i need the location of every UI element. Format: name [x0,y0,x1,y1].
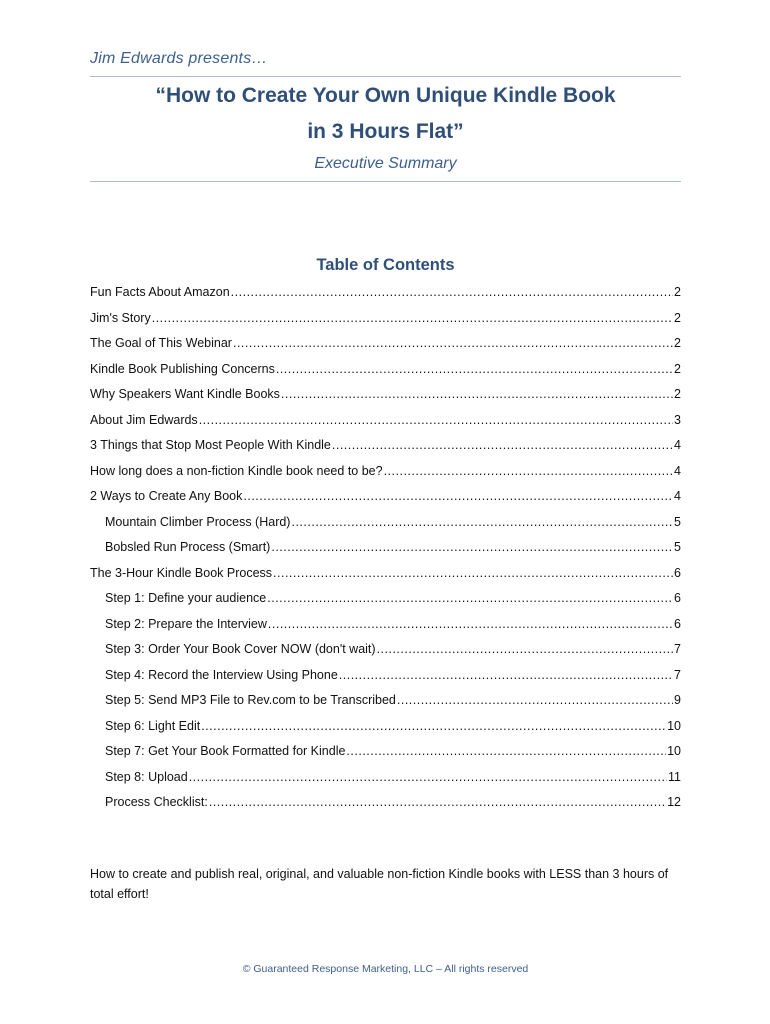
toc-entry-page: 10 [667,718,681,733]
toc-entry-title: Process Checklist: [105,795,208,809]
toc-leader-dots [231,280,673,306]
toc-entry-page: 10 [667,744,681,758]
header-rule-bottom [90,181,681,182]
toc-entry-page: 2 [674,361,681,376]
toc-entry[interactable] [90,765,681,791]
toc-leader-dots [397,688,673,714]
toc-entry-title: Why Speakers Want Kindle Books [90,387,280,401]
toc-entry[interactable] [90,637,681,663]
presenter-line: Jim Edwards presents… [90,50,268,67]
tagline: How to create and publish real, original, and valuable non-fiction Kindle books with LESS than 3 hours of total effort! [90,867,669,901]
document-title-line-1: “How to Create Your Own Unique Kindle Book [155,84,616,107]
toc-leader-dots [339,663,673,689]
toc-leader-dots [189,765,667,791]
toc-entry-page: 2 [674,310,681,325]
toc-entry-page: 5 [674,514,681,529]
toc-entry-title: About Jim Edwards [90,412,198,427]
toc-entry-title: How long does a non-fiction Kindle book need to be? [90,463,383,478]
toc-leader-dots [152,306,673,332]
toc-entry-page: 6 [674,616,681,631]
toc-entry-title: The Goal of This Webinar [90,336,232,350]
toc-entry-title: Step 3: Order Your Book Cover NOW (don't wait) [105,642,376,656]
toc-leader-dots [276,357,673,383]
toc-leader-dots [268,612,673,638]
toc-entry-page: 11 [668,769,681,784]
toc-leader-dots [267,586,673,612]
toc-entry-title: 2 Ways to Create Any Book [90,489,243,503]
toc-entry[interactable] [90,739,681,765]
toc-entry-title: Step 2: Prepare the Interview [105,616,267,631]
toc-entry-title: Jim's Story [90,310,151,325]
toc-entry[interactable] [90,382,681,408]
toc-entry[interactable] [90,510,681,536]
toc-entry-title: Mountain Climber Process (Hard) [105,514,291,529]
toc-entry-title: Step 5: Send MP3 File to Rev.com to be Transcribed [105,693,396,707]
toc-leader-dots [243,484,673,510]
toc-entry-page: 2 [674,387,681,401]
toc-entry-title: Step 6: Light Edit [105,718,201,733]
toc-entry-page: 3 [674,412,681,427]
document-title-line-2: in 3 Hours Flat” [307,120,464,143]
toc-leader-dots [346,739,666,765]
toc-leader-dots [201,714,666,740]
toc-leader-dots [281,382,673,408]
toc-entry-page: 2 [674,285,681,299]
toc-entry[interactable] [90,357,681,383]
toc-entry[interactable] [90,433,681,459]
toc-entry-page: 2 [674,336,681,350]
toc-entry-page: 4 [674,438,681,452]
toc-entry-title: Bobsled Run Process (Smart) [105,540,271,554]
toc-entry-page: 4 [674,463,681,478]
toc-entry-page: 6 [674,565,681,580]
toc-entry-page: 7 [674,642,681,656]
toc-entry[interactable] [90,688,681,714]
toc-entry-title: Fun Facts About Amazon [90,285,230,299]
toc-leader-dots [233,331,673,357]
document-subtitle: Executive Summary [314,155,457,172]
toc-entry[interactable] [90,714,681,740]
toc-entry[interactable] [90,535,681,561]
toc-leader-dots [377,637,673,663]
toc-entry-title: Step 7: Get Your Book Formatted for Kindle [105,744,346,758]
toc-entry[interactable] [90,790,681,816]
toc-leader-dots [332,433,673,459]
header-rule-top [90,76,681,77]
toc-entry[interactable] [90,561,681,587]
toc-heading: Table of Contents [316,256,455,274]
toc-entry[interactable] [90,408,681,434]
toc-entry-title: The 3-Hour Kindle Book Process [90,565,273,580]
toc-entry-title: Step 4: Record the Interview Using Phone [105,667,338,682]
toc-entry[interactable] [90,663,681,689]
toc-entry-title: Step 8: Upload [105,769,188,784]
toc-entry-title: Kindle Book Publishing Concerns [90,361,275,376]
toc-entry[interactable] [90,331,681,357]
toc-leader-dots [273,561,673,587]
toc-entry-page: 6 [674,591,681,605]
toc-entry-title: Step 1: Define your audience [105,591,267,605]
toc-entry[interactable] [90,459,681,485]
toc-entry-page: 12 [667,795,681,809]
toc-leader-dots [291,510,673,536]
toc-entry-page: 9 [674,693,681,707]
toc-leader-dots [209,790,666,816]
toc-leader-dots [384,459,673,485]
toc-entry-page: 7 [674,667,681,682]
toc-entry-title: 3 Things that Stop Most People With Kindle [90,438,331,452]
table-of-contents [90,280,681,816]
toc-entry-page: 4 [674,489,681,503]
toc-entry[interactable] [90,484,681,510]
toc-leader-dots [199,408,673,434]
copyright-footer: © Guaranteed Response Marketing, LLC – All rights reserved [242,963,529,975]
toc-entry[interactable] [90,612,681,638]
toc-entry[interactable] [90,306,681,332]
toc-entry-page: 5 [674,540,681,554]
toc-entry[interactable] [90,280,681,306]
toc-entry[interactable] [90,586,681,612]
toc-leader-dots [271,535,673,561]
